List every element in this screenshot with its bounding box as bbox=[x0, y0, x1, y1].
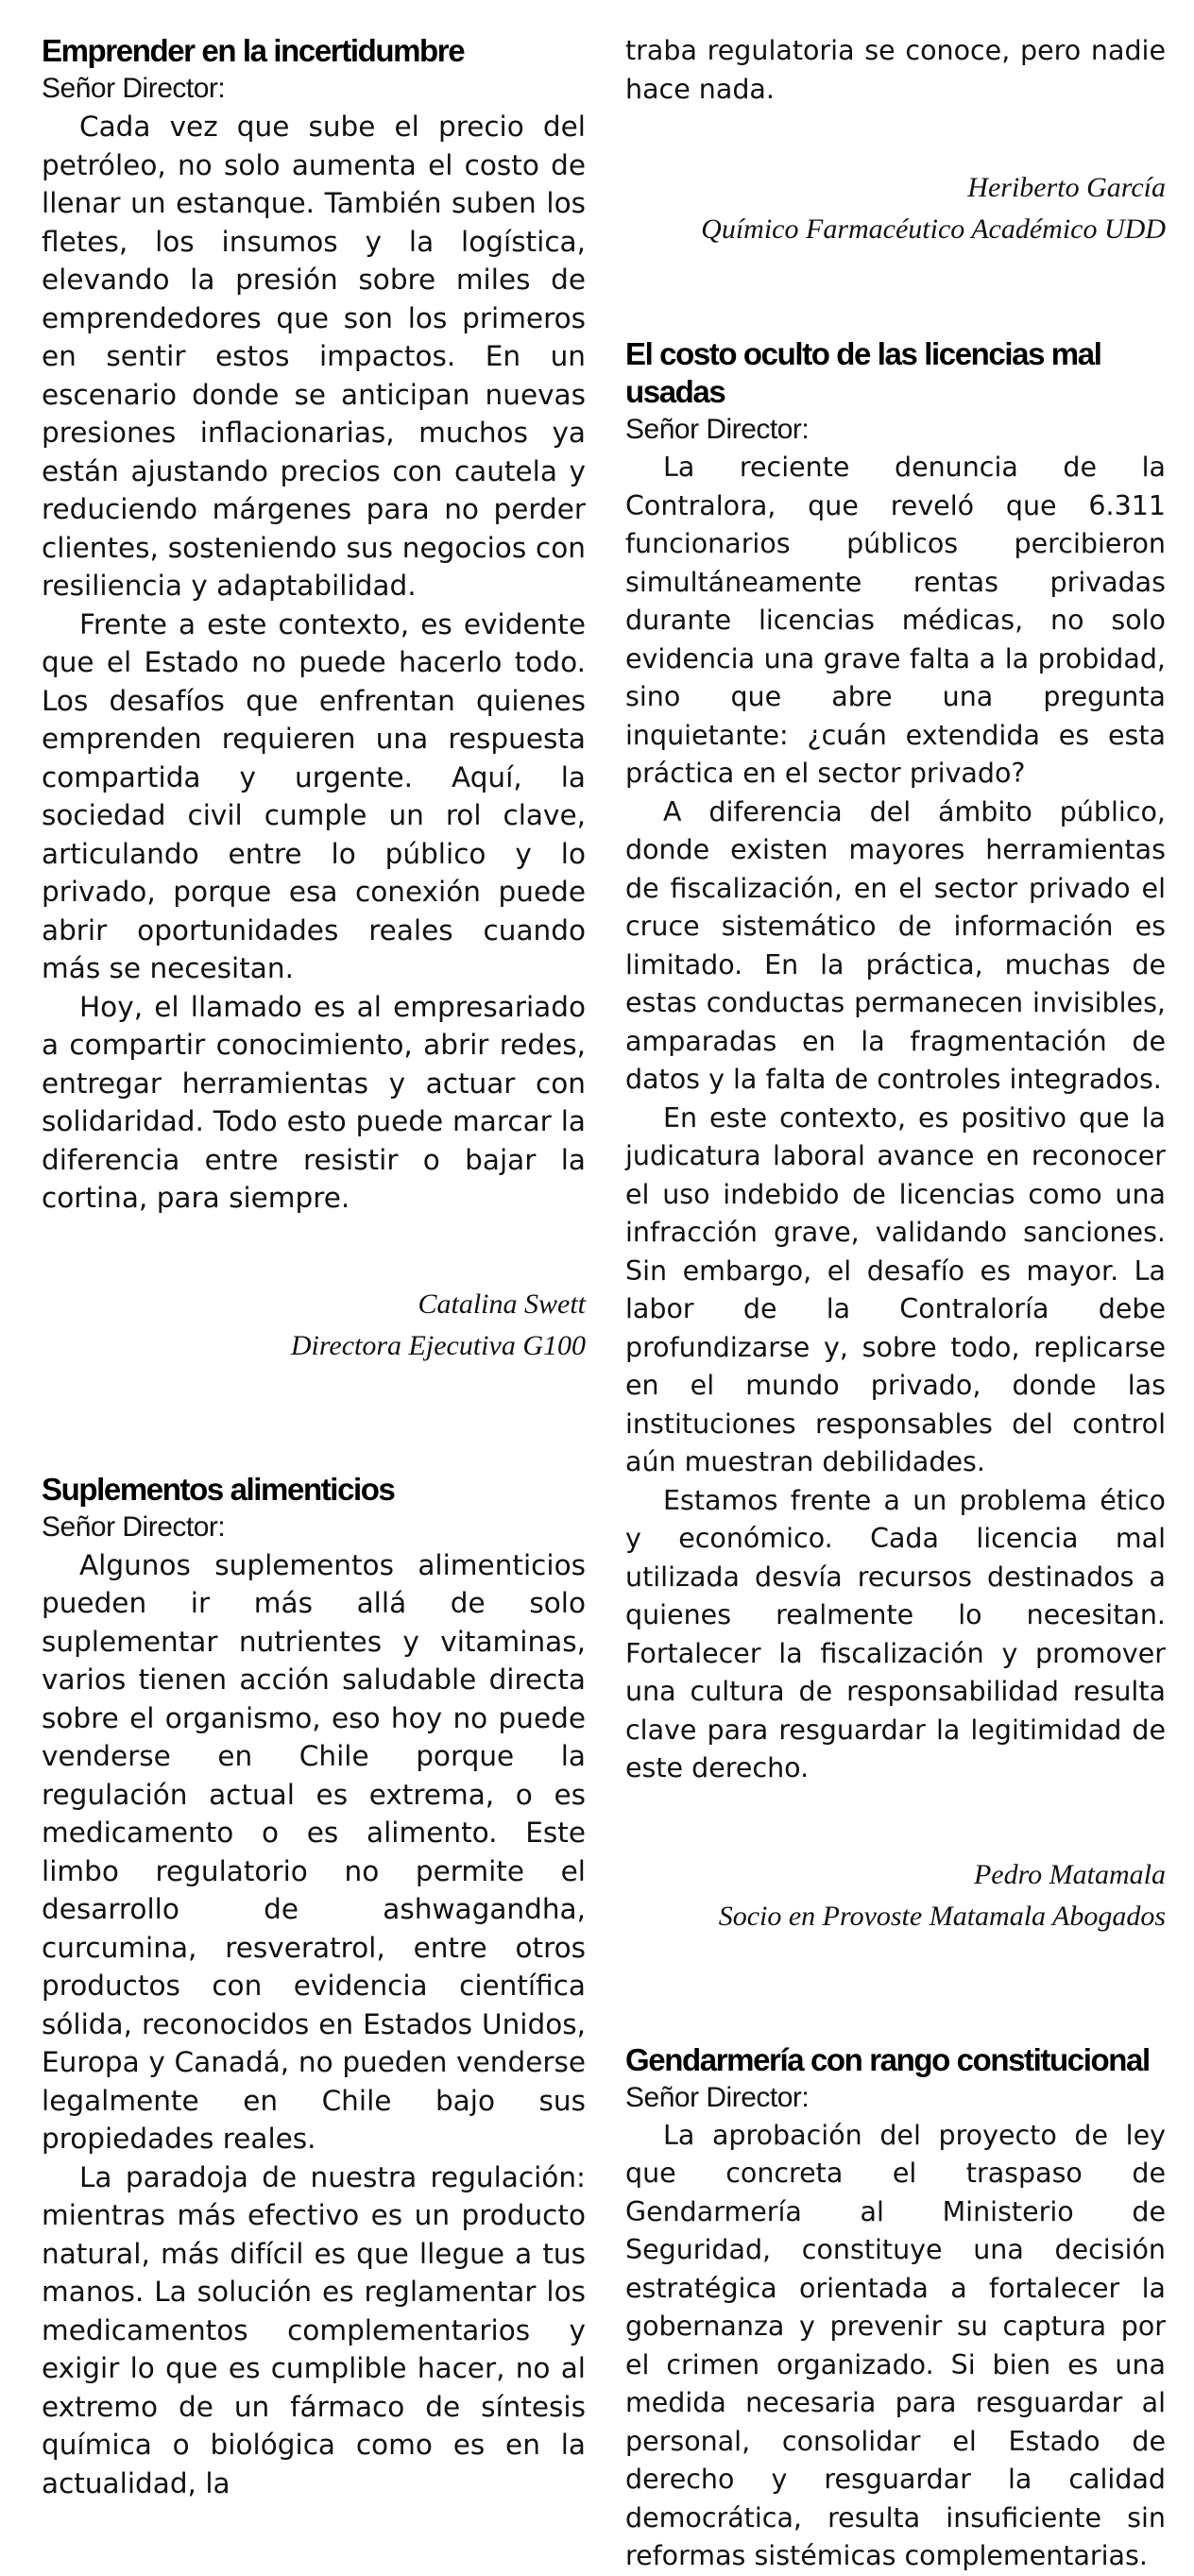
letter-paragraph: Estamos frente a un problema ético y económico. Cada licencia mal utilizada desvía recursos destinados a quienes realmente lo necesitan. Fortalecer la fiscalización y promover una cultura de responsabilidad resulta clave para resguardar la legitimidad de este derecho. bbox=[625, 1484, 1166, 1783]
signature-name: Heriberto García bbox=[967, 172, 1166, 203]
right-column bbox=[625, 32, 1166, 2576]
letter-headline: El costo oculto de las licencias mal usadas bbox=[625, 336, 1101, 409]
letter-gendarmeria bbox=[625, 2041, 1166, 2576]
letter-paragraph: La paradoja de nuestra regulación: mientras más efectivo es un producto natural, más difícil es que llegue a tus manos. La solución es reglamentar los medicamentos complementarios y exigir lo que es cumplible hacer, no al extremo de un fármaco de síntesis química o biológica como es en la actualidad, la bbox=[42, 2160, 586, 2499]
letter-headline: Gendarmería con rango constitucional bbox=[625, 2041, 1150, 2077]
signature-role: Directora Ejecutiva G100 bbox=[290, 1329, 586, 1361]
signature-name: Pedro Matamala bbox=[973, 1858, 1166, 1890]
signature-role: Socio en Provoste Matamala Abogados bbox=[718, 1900, 1166, 1932]
letter-salutation: Señor Director: bbox=[42, 1510, 226, 1543]
letter-paragraph: traba regulatoria se conoce, pero nadie hace nada. bbox=[625, 35, 1166, 105]
letter-paragraph: En este contexto, es positivo que la judicatura laboral avance en reconocer el uso indebido de licencias como una infracción grave, validando sanciones. Sin embargo, el desafío es mayor. La labor de la Contraloría debe profundizarse y, sobre todo, replicarse en el mundo privado, donde las instituciones responsables del control aún muestran debilidades. bbox=[625, 1101, 1166, 1477]
letter-licencias bbox=[625, 335, 1166, 1937]
letter-paragraph: La reciente denuncia de la Contralora, que reveló que 6.311 funcionarios públicos percibieron simultáneamente rentas privadas durante licencias médicas, no solo evidencia una grave falta a la probidad, sino que abre una pregunta inquietante: ¿cuán extendida es esta práctica en el sector privado? bbox=[625, 452, 1166, 789]
letter-signature bbox=[625, 167, 1166, 250]
letter-paragraph: Algunos suplementos alimenticios pueden ir más allá de solo suplementar nutrientes y vitaminas, varios tienen acción saludable directa sobre el organismo, eso hoy no puede venderse en Chile porque la regulación actual es extrema, o es medicamento o es alimento. Este limbo regulatorio no permite el desarrollo de ashwagandha, curcumina, resveratrol, entre otros productos con evidencia científica sólida, reconocidos en Estados Unidos, Europa y Canadá, no pueden venderse legalmente en Chile bajo sus propiedades reales. bbox=[42, 1548, 586, 2155]
letter-salutation: Señor Director: bbox=[625, 414, 810, 445]
letter-paragraph: Hoy, el llamado es al empresariado a compartir conocimiento, abrir redes, entregar herramientas y actuar con solidaridad. Todo esto puede marcar la diferencia entre resistir o bajar la cortina, para siempre. bbox=[42, 990, 586, 1214]
signature-name: Catalina Swett bbox=[418, 1288, 586, 1320]
signature-role: Químico Farmacéutico Académico UDD bbox=[701, 213, 1166, 245]
letter-paragraph: A diferencia del ámbito público, donde existen mayores herramientas de fiscalización, en el sector privado el cruce sistemático de información es limitado. En la práctica, muchas de estas conductas permanecen invisibles, amparadas en la fragmentación de datos y la falta de controles integrados. bbox=[625, 795, 1166, 1095]
letter-suplementos bbox=[42, 1471, 586, 2503]
letter-suplementos-continued bbox=[625, 32, 1166, 250]
letter-salutation: Señor Director: bbox=[625, 2081, 810, 2113]
letter-paragraph: La aprobación del proyecto de ley que concreta el traspaso de Gendarmería al Ministerio de Seguridad, constituye una decisión estratégica orientada a fortalecer la gobernanza y prevenir su captura por el crimen organizado. Si bien es una medida necesaria para resguardar al personal, consolidar el Estado de derecho y resguardar la calidad democrática, resulta insuficiente sin reformas sistémicas complementarias. bbox=[625, 2119, 1166, 2571]
letter-salutation: Señor Director: bbox=[42, 73, 226, 104]
left-column bbox=[42, 32, 586, 2502]
letter-paragraph: Cada vez que sube el precio del petróleo, no solo aumenta el costo de llenar un estanque. También suben los fletes, los insumos y la logística, elevando la presión sobre miles de emprendedores que son los primeros en sentir estos impactos. En un escenario donde se anticipan nuevas presiones inflacionarias, muchos ya están ajustando precios con cautela y reduciendo márgenes para no perder clientes, sosteniendo sus negocios con resiliencia y adaptabilidad. bbox=[42, 111, 586, 602]
letter-signature bbox=[42, 1284, 586, 1367]
letter-signature bbox=[625, 1854, 1166, 1937]
letter-headline: Suplementos alimenticios bbox=[42, 1471, 395, 1507]
letter-paragraph: Frente a este contexto, es evidente que el Estado no puede hacerlo todo. Los desafíos que enfrentan quienes emprenden requieren una respuesta compartida y urgente. Aquí, la sociedad civil cumple un rol clave, articulando entre lo público y lo privado, porque esa conexión puede abrir oportunidades reales cuando más se necesitan. bbox=[42, 607, 586, 984]
letter-headline: Emprender en la incertidumbre bbox=[42, 33, 465, 68]
letter-emprender bbox=[42, 32, 586, 1367]
